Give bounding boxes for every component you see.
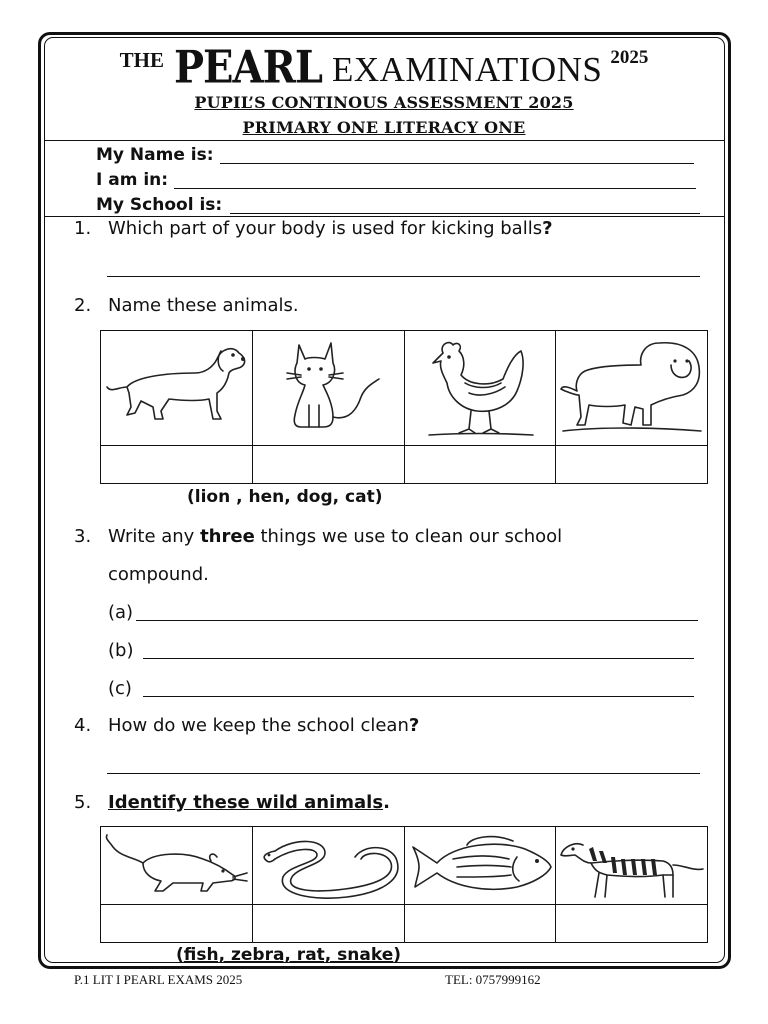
- cat-icon: [257, 335, 401, 443]
- school-label: My School is:: [96, 195, 223, 215]
- rat-icon: [103, 833, 251, 901]
- name-label: My Name is:: [96, 145, 214, 165]
- option-a-label: (a): [108, 602, 134, 623]
- animals-table: [100, 330, 708, 484]
- option-b-answer-line[interactable]: [143, 658, 694, 659]
- footer-telephone: TEL: 0757999162: [445, 972, 541, 987]
- question-5-word-bank: (fish, zebra, rat, snake): [176, 945, 402, 965]
- class-answer-line[interactable]: [174, 188, 696, 189]
- hen-icon: [409, 335, 553, 443]
- question-4-answer-line[interactable]: [107, 773, 700, 774]
- subtitle-assessment: PUPIL’S CONTINOUS ASSESSMENT 2025: [194, 93, 574, 112]
- fish-icon: [407, 833, 555, 901]
- snake-icon: [255, 833, 403, 901]
- question-2-text: Name these animals.: [108, 295, 299, 316]
- subtitle-subject: PRIMARY ONE LITERACY ONE: [242, 118, 526, 137]
- option-c-label: (c): [108, 678, 132, 699]
- question-5-text: Identify these wild animals: [108, 792, 384, 813]
- footer-exam-code: P.1 LIT I PEARL EXAMS 2025: [74, 972, 243, 987]
- title-brand: PEARL: [173, 41, 322, 94]
- option-a-answer-line[interactable]: [136, 620, 698, 621]
- wild-animals-table: [100, 826, 708, 943]
- name-answer-line[interactable]: [220, 163, 694, 164]
- title-examinations: EXAMINATIONS: [331, 50, 603, 89]
- school-answer-line[interactable]: [230, 213, 700, 214]
- dog-icon: [105, 337, 249, 441]
- question-3-line-2: compound.: [108, 564, 209, 585]
- question-2-word-bank: (lion , hen, dog, cat): [187, 487, 383, 507]
- zebra-icon: [559, 831, 707, 901]
- option-b-label: (b): [108, 640, 134, 661]
- title-year: 2025: [610, 47, 649, 68]
- exam-title: [0, 41, 768, 94]
- option-c-answer-line[interactable]: [143, 696, 694, 697]
- class-label: I am in:: [96, 170, 169, 190]
- identity-divider: [44, 216, 725, 217]
- lion-icon: [559, 335, 707, 443]
- question-1-text: Which part of your body is used for kicking balls: [108, 218, 543, 239]
- question-1-answer-line[interactable]: [107, 276, 700, 277]
- header-divider: [44, 140, 725, 141]
- title-the: THE: [119, 48, 164, 72]
